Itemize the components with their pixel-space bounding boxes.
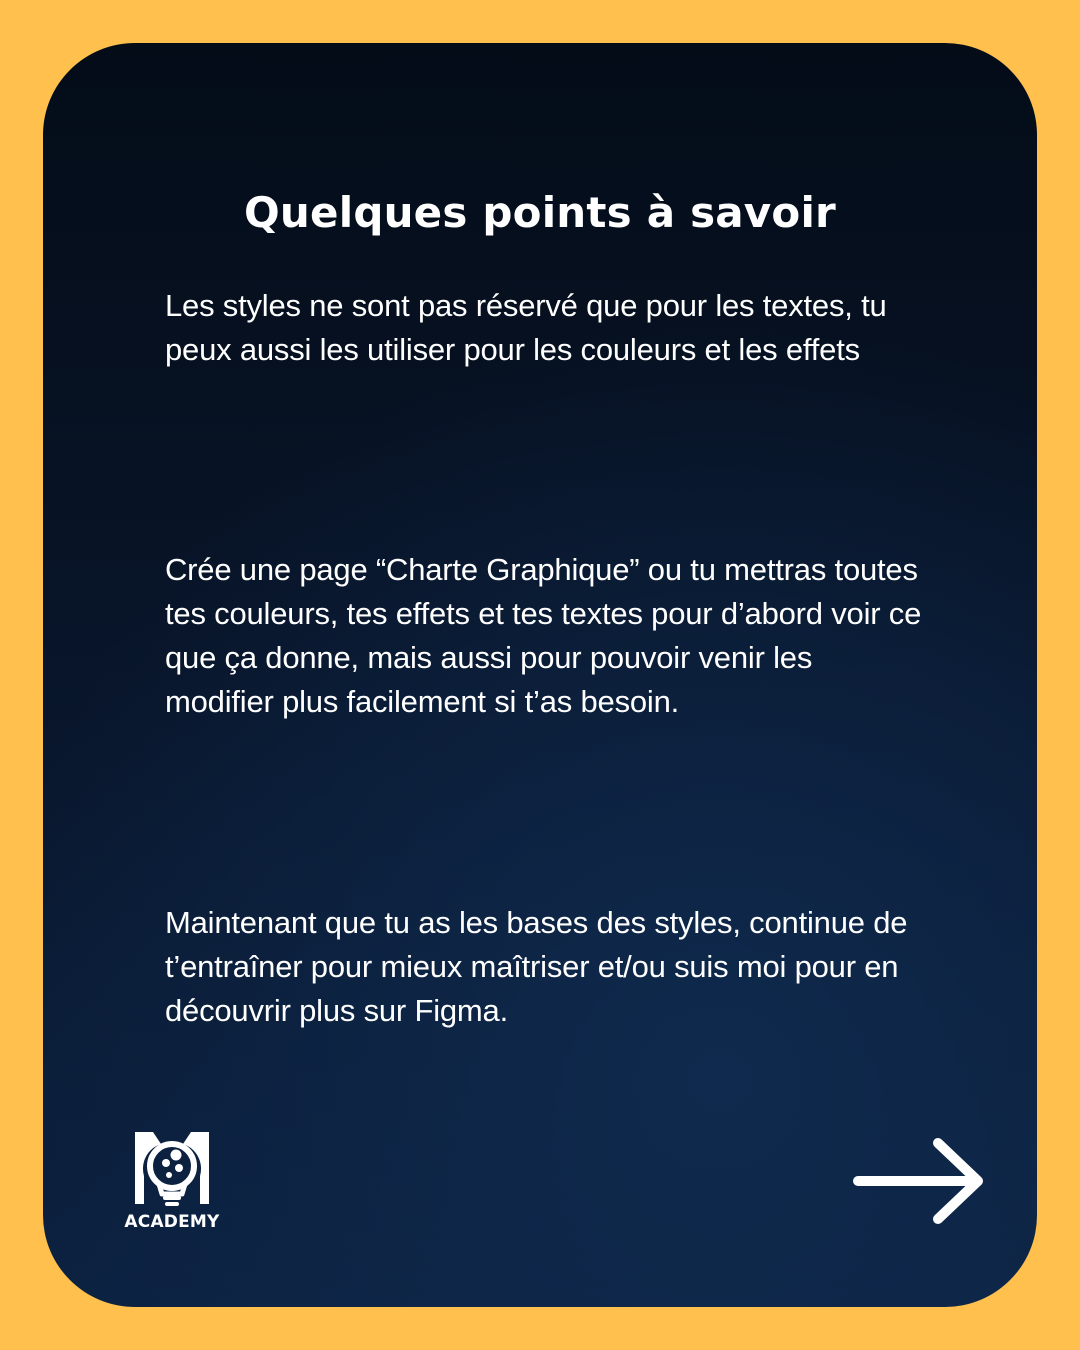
logo-text: ACADEMY: [124, 1212, 220, 1232]
paragraph-charte-graphique: Crée une page “Charte Graphique” ou tu mettras toutes tes couleurs, tes effets et tes textes pour d’abord voir ce que ça donne, mais aussi pour pouvoir venir les modifier plus facilement si t’as besoin.: [165, 552, 922, 719]
lightbulb-logo-icon: [131, 1130, 213, 1210]
content-card: [43, 43, 1037, 1307]
arrow-right-icon[interactable]: [850, 1133, 990, 1229]
paragraph-next-steps: Maintenant que tu as les bases des styles, continue de t’entraîner pour mieux maîtriser et/ou suis moi pour en découvrir plus sur Figma.: [165, 905, 908, 1028]
page-title: Quelques points à savoir: [244, 188, 836, 237]
paragraph-styles-usage: Les styles ne sont pas réservé que pour les textes, tu peux aussi les utiliser pour les couleurs et les effets: [165, 288, 887, 367]
academy-logo: [121, 1130, 223, 1236]
